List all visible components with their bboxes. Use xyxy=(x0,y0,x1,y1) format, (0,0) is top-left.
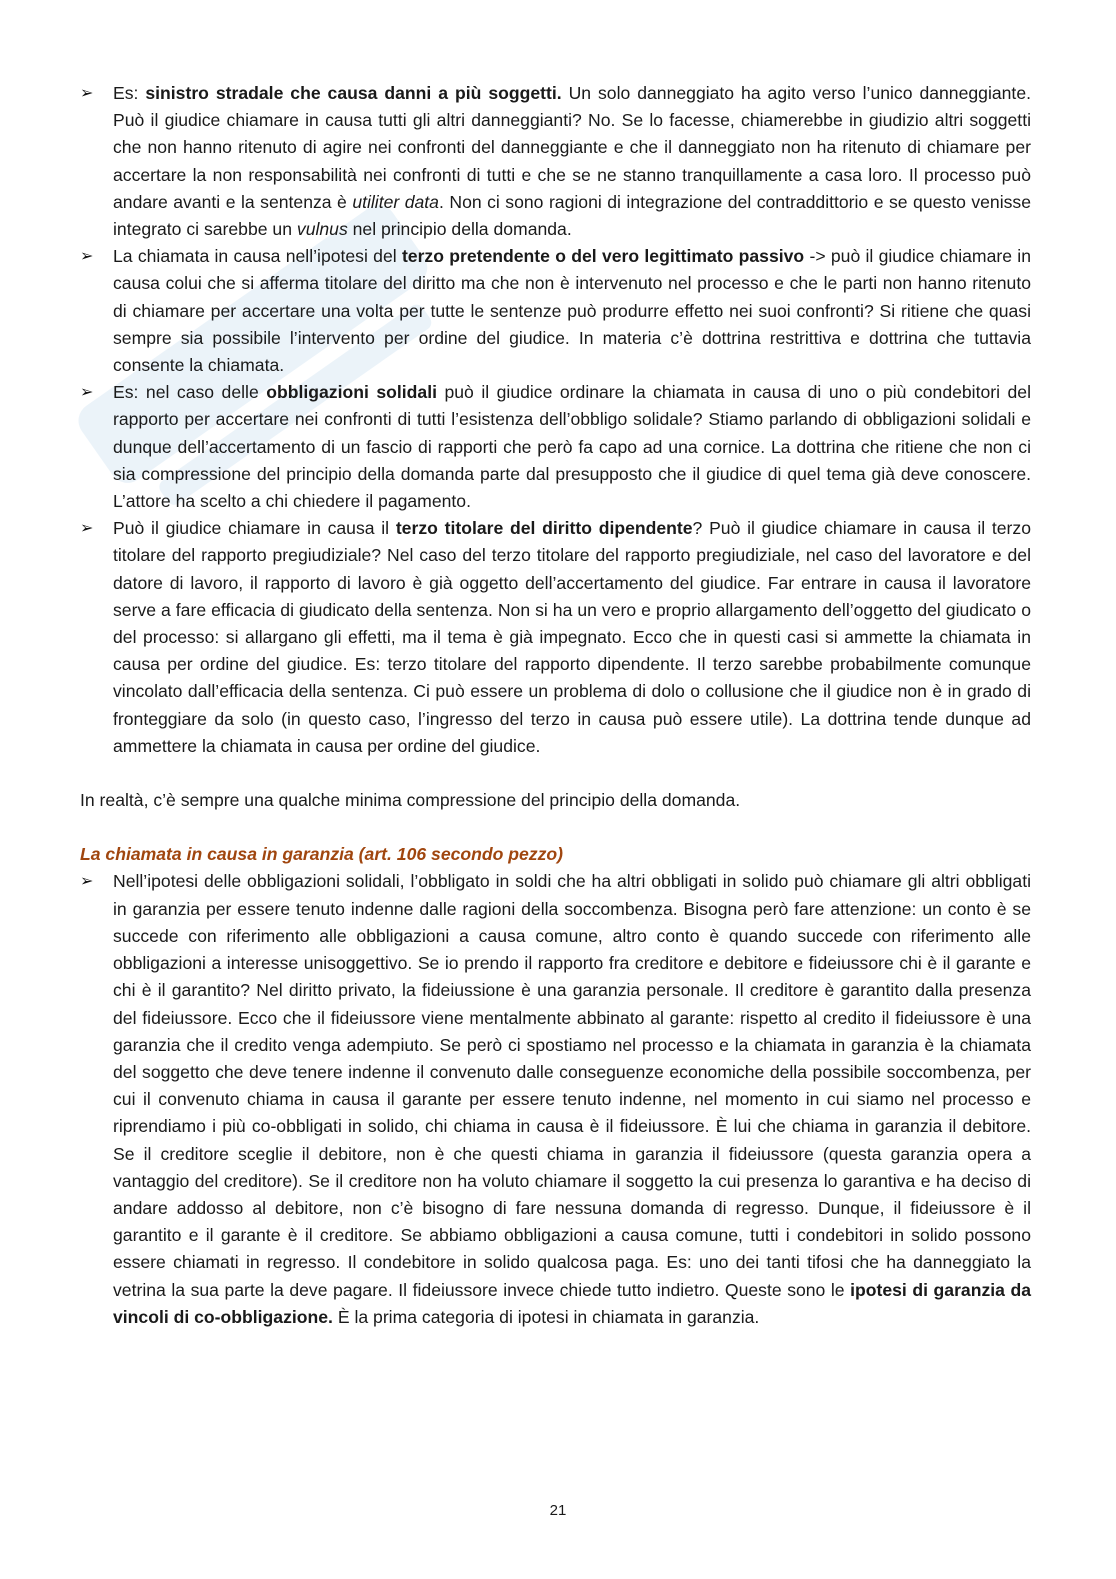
text-run: nel principio della domanda. xyxy=(347,219,572,240)
italic-text: vulnus xyxy=(296,219,348,240)
closing-paragraph: In realtà, c’è sempre una qualche minima compressione del principio della domanda. xyxy=(80,790,741,811)
text-run: La chiamata in causa nell’ipotesi del xyxy=(113,246,402,267)
arrow-bullet-icon: ➢ xyxy=(80,248,94,266)
text-run: ? Può il giudice chiamare in causa il terzo titolare del rapporto pregiudiziale? Nel caso del terzo titolare del rapporto pregiudiziale, nel caso del lavoratore e del datore di lavoro, il rapporto di lavoro è già oggetto dell’accertamento del giudice. Far entrare in causa il lavoratore serve a fare efficacia di giudicato della sentenza. Non si ha un vero e proprio allargamento dell’oggetto del giudicato o del processo: si allargano gli effetti, ma il tema è già impegnato. Ecco che in questi casi si ammette la chiamata in causa per ordine del giudice. Es: terzo titolare del rapporto dipendente. Il terzo sarebbe probabilmente comunque vincolato dall’efficacia della sentenza. Ci può essere un problema di dolo o collusione che il giudice non è in grado di fronteggiare da solo (in questo caso, l’ingresso del terzo in causa può essere utile). La dottrina tende dunque ad ammettere la chiamata in causa per ordine del giudice. xyxy=(113,518,1031,756)
list-item xyxy=(80,80,1031,243)
list-item xyxy=(80,379,1031,515)
arrow-bullet-icon: ➢ xyxy=(80,85,94,102)
bullet-list-top xyxy=(80,80,1031,760)
text-run: . Non ci sono ragioni di integrazione del contraddittorio e se questo venisse integrato ci sarebbe un xyxy=(113,191,1032,240)
bullet-list-bottom xyxy=(80,868,1031,1330)
text-run: può il giudice ordinare la chiamata in causa di uno o più condebitori del rapporto per accertare nei confronti di tutti l’esistenza dell’obbligo solidale? Stiamo parlando di obbligazioni solidali e dunque dell’accertamento di un fascio di rapporti che però fa capo ad una cornice. La dottrina che ritiene che non ci sia compressione del principio della domanda parte dal presupposto che il giudice di quel tema già deve conoscere. L’attore ha scelto a chi chiedere il pagamento. xyxy=(113,382,1031,512)
text-run: Può il giudice chiamare in causa il xyxy=(113,518,396,539)
text-run: Es: nel caso delle xyxy=(113,382,267,403)
bold-text: obbligazioni solidali xyxy=(266,382,437,403)
arrow-bullet-icon: ➢ xyxy=(80,520,94,538)
text-run: Es: xyxy=(113,83,146,103)
bold-text: terzo pretendente o del vero legittimato passivo xyxy=(401,246,805,267)
list-item xyxy=(80,243,1031,379)
text-run: Un solo danneggiato ha agito verso l’unico danneggiante. Può il giudice chiamare in causa tutti gli altri danneggianti? No. Se lo facesse, chiamerebbe in giudizio altri soggetti che non hanno ritenuto di agire nei confronti del danneggiante e che il danneggiato non ha ritenuto di chiamare per accertare la non responsabilità nei confronti di tutti e che se ne stanno tranquillamente a casa loro. Il processo può andare avanti e la sentenza è xyxy=(113,83,1031,212)
arrow-bullet-icon: ➢ xyxy=(80,384,94,402)
text-run: -> può il giudice chiamare in causa colui che si afferma titolare del diritto ma che non è intervenuto nel processo e che le parti non hanno ritenuto di chiamare per accertare una volta per tutte le sentenze può produrre effetto nei suoi confronti? Si ritiene che quasi sempre sia possibile l’intervento per ordine del giudice. In materia c’è dottrina restrittiva e dottrina che tuttavia consente la chiamata. xyxy=(113,246,1031,376)
bold-text: ipotesi di garanzia da vincoli di co-obbligazione. xyxy=(113,1279,1031,1327)
arrow-bullet-icon: ➢ xyxy=(80,873,94,891)
document-page xyxy=(80,80,1031,1331)
text-run: È la prima categoria di ipotesi in chiamata in garanzia. xyxy=(332,1306,760,1327)
list-item xyxy=(80,515,1031,760)
bold-text: terzo titolare del diritto dipendente xyxy=(395,518,693,539)
text-run: Nell’ipotesi delle obbligazioni solidali, l’obbligato in soldi che ha altri obbligati in solido può chiamare gli altri obbligati in garanzia per essere tenuto indenne dalle ragioni della soccombenza. Bisogna però fare attenzione: un conto è se succede con riferimento alle obbligazioni a causa comune, altro conto è quando succede con riferimento alle obbligazioni a interesse unisoggettivo. Se io prendo il rapporto fra creditore e debitore e fideiussore chi è il garante e chi è il garantito? Nel diritto privato, la fideiussione è una garanzia personale. Il creditore è garantito dalla presenza del fideiussore. Ecco che il fideiussore viene mentalmente abbinato al garante: rispetto al credito il fideiussore è una garanzia che il credito venga adempiuto. Se però ci spostiamo nel processo e la chiamata in garanzia è la chiamata del soggetto che deve tenere indenne il convenuto dalle conseguenze economiche della possibile soccombenza, per cui il convenuto chiama in causa il garante per essere tenuto indenne, nel momento in cui siamo nel processo e riprendiamo i più co-obbligati in solido, chi chiama in causa è il fideiussore. È lui che chiama in garanzia il debitore. Se il creditore sceglie il debitore, non è che questi chiama in garanzia il fideiussore (questa garanzia opera a vantaggio del creditore). Se il creditore non ha voluto chiamare il soggetto la cui presenza lo garantiva e ha deciso di andare addosso al debitore, non c’è bisogno di fare nessuna domanda di regresso. Dunque, il fideiussore è il garantito e il garante è il creditore. Se abbiamo obbligazioni a causa comune, tutti i condebitori in solido possono essere chiamati in regresso. Il condebitore in solido qualcosa paga. Es: uno dei tanti tifosi che ha danneggiato la vetrina la sua parte la deve pagare. Il fideiussore invece chiede tutto indietro. Queste sono le xyxy=(113,871,1031,1300)
page-number: 21 xyxy=(549,1502,567,1519)
list-item xyxy=(80,868,1031,1330)
italic-text: utiliter data xyxy=(352,191,439,212)
bold-text: sinistro stradale che causa danni a più soggetti. xyxy=(145,83,562,103)
section-heading: La chiamata in causa in garanzia (art. 106 secondo pezzo) xyxy=(80,844,564,865)
